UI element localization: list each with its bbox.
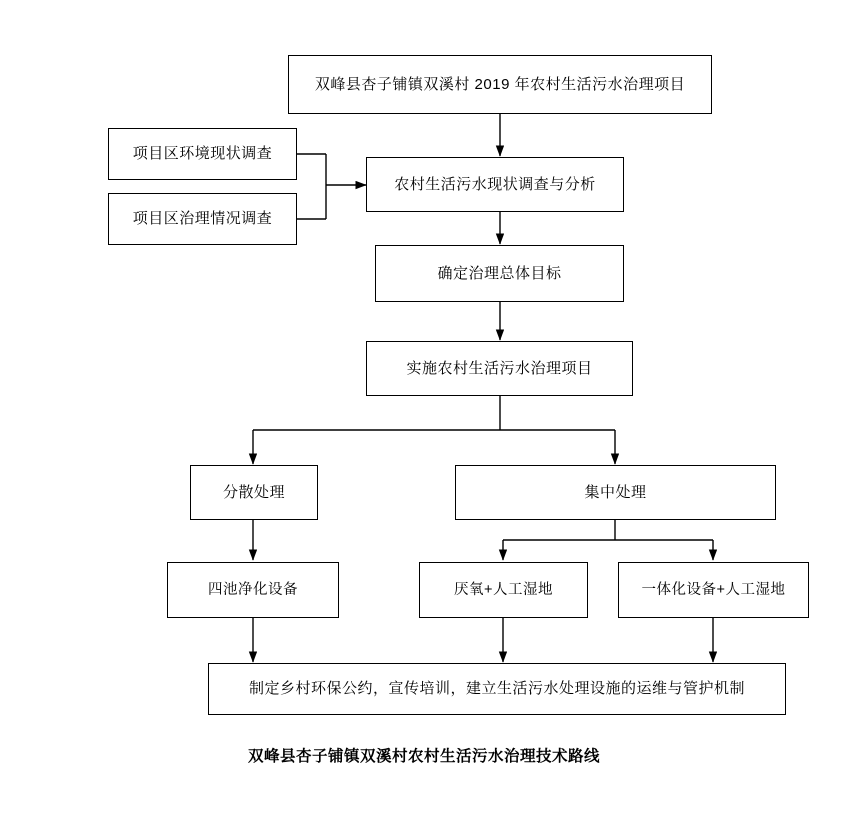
node-project-title [288, 55, 712, 114]
node-environment-survey [108, 128, 297, 180]
diagram-caption [248, 744, 600, 766]
node-integrated-equipment-wetland [618, 562, 809, 618]
node-project-title-label: 双峰县杏子铺镇双溪村 2019 年农村生活污水治理项目 [314, 75, 686, 93]
node-integrated-equipment-wetland-label: 一体化设备+人工湿地 [641, 581, 786, 598]
node-centralized-treatment [455, 465, 776, 520]
node-sewage-survey-analysis-label: 农村生活污水现状调查与分析 [394, 175, 596, 193]
node-overall-goal-label: 确定治理总体目标 [437, 264, 562, 282]
node-anaerobic-wetland-label: 厌氧+人工湿地 [454, 581, 553, 598]
node-decentralized-treatment [190, 465, 318, 520]
node-management-mechanism-label: 制定乡村环保公约，宣传培训，建立生活污水处理设施的运维与管护机制 [248, 680, 745, 698]
node-treatment-status-survey-label: 项目区治理情况调查 [132, 210, 273, 228]
node-four-pond-purification-label: 四池净化设备 [208, 581, 298, 598]
node-centralized-treatment-label: 集中处理 [584, 483, 647, 501]
node-four-pond-purification [167, 562, 339, 618]
node-implement-project [366, 341, 633, 396]
node-sewage-survey-analysis [366, 157, 624, 212]
node-decentralized-treatment-label: 分散处理 [222, 483, 285, 501]
node-management-mechanism [208, 663, 786, 715]
node-environment-survey-label: 项目区环境现状调查 [132, 145, 273, 163]
node-anaerobic-wetland [419, 562, 588, 618]
diagram-caption-label: 双峰县杏子铺镇双溪村农村生活污水治理技术路线 [248, 748, 601, 765]
node-implement-project-label: 实施农村生活污水治理项目 [406, 359, 593, 377]
node-treatment-status-survey [108, 193, 297, 245]
node-overall-goal [375, 245, 624, 302]
